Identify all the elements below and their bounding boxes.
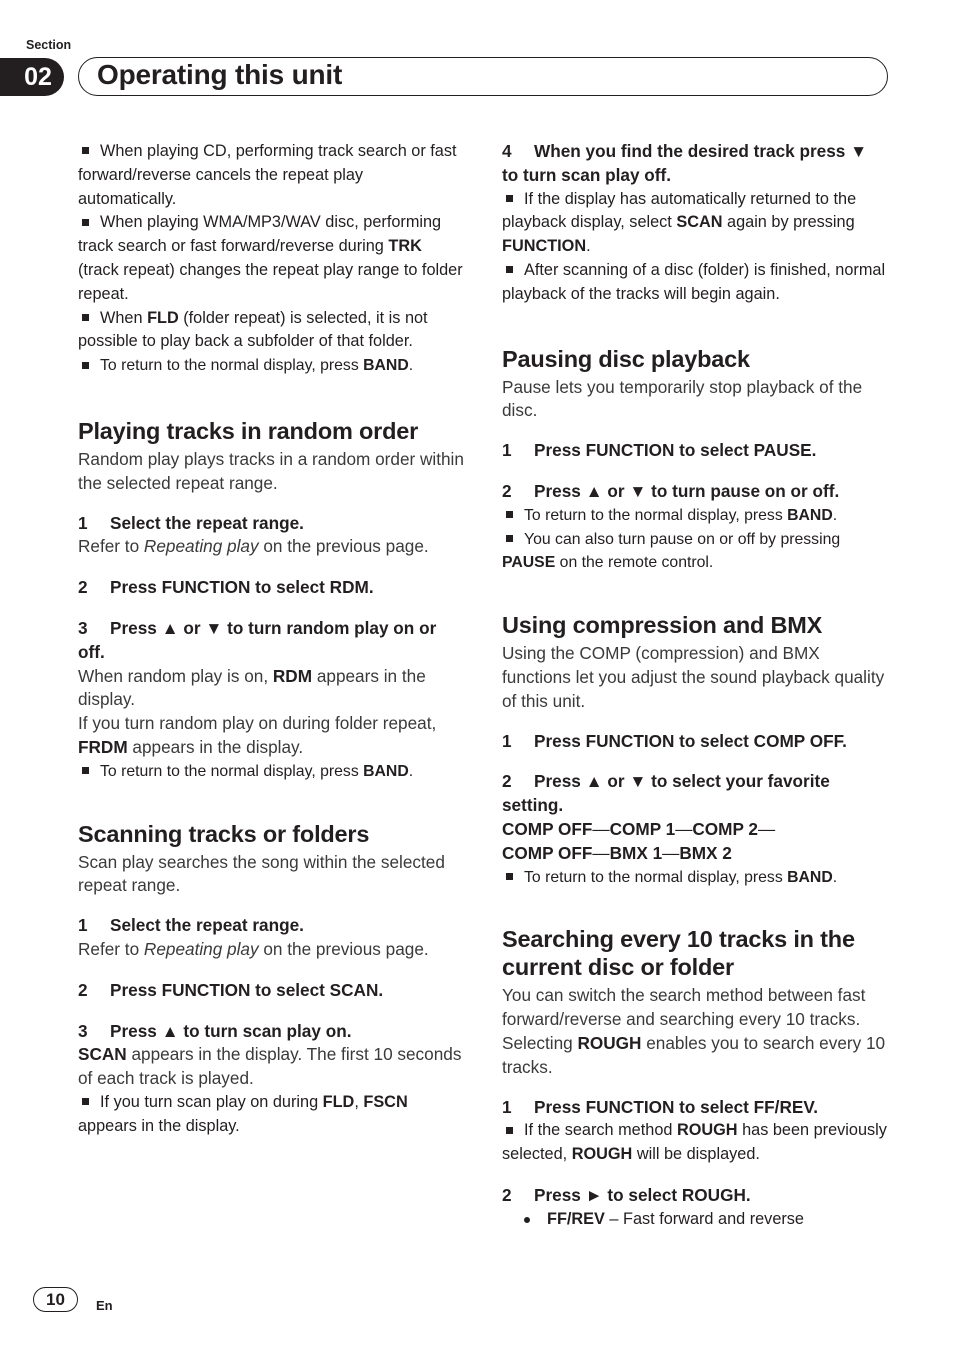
scan-note: If you turn scan play on during FLD, FSCN appears in the display. [78, 1092, 408, 1135]
square-bullet-icon [506, 535, 513, 542]
square-bullet-icon [82, 147, 89, 154]
note-return-display: To return to the normal display, press BAND. [78, 354, 464, 378]
heading-comp: Using compression and BMX [502, 612, 823, 639]
note-fld-subfolder: When FLD (folder repeat) is selected, it is not possible to play back a subfolder of that folder. [78, 308, 428, 351]
pause-note-2: You can also turn pause on or off by pressing PAUSE on the remote control. [502, 530, 841, 572]
scan-step-1: 1 Select the repeat range. [78, 915, 304, 936]
pause-note-1: To return to the normal display, press BAND. [502, 504, 888, 528]
page-title-box [78, 57, 888, 96]
search-bullet-ffrev: FF/REV – Fast forward and reverse [502, 1208, 888, 1232]
page-number: 10 [33, 1287, 78, 1312]
random-body-1: When random play is on, RDM appears in the display. [78, 665, 426, 710]
square-bullet-icon [82, 362, 89, 369]
scan-note-finished: After scanning of a disc (folder) is finished, normal playback of the tracks will begin again. [502, 260, 886, 303]
comp-intro: Using the COMP (compression) and BMX functions let you adjust the sound playback quality of this unit. [502, 643, 885, 711]
heading-pause: Pausing disc playback [502, 345, 750, 372]
language-code: En [96, 1298, 113, 1313]
heading-search: Searching every 10 tracks in the current disc or folder [502, 926, 855, 981]
random-step-3: 3 Press ▲ or ▼ to turn random play on or off. [78, 617, 437, 662]
random-body-2: If you turn random play on during folder repeat, FRDM appears in the display. [78, 713, 437, 757]
comp-note: To return to the normal display, press BAND. [502, 866, 888, 890]
scan-step-3: 3 Press ▲ to turn scan play on. [78, 1020, 352, 1041]
search-note: If the search method ROUGH has been previously selected, ROUGH will be displayed. [502, 1121, 887, 1164]
random-intro: Random play plays tracks in a random order within the selected repeat range. [78, 448, 464, 493]
note-wma-repeat: When playing WMA/MP3/WAV disc, performing track search or fast forward/reverse during TRK (track repeat) changes the repeat play range to folder repeat. [78, 213, 463, 303]
scan-step-4: 4 When you find the desired track press ▼ to turn scan play off. [502, 141, 868, 185]
pause-step-1: 1 Press FUNCTION to select PAUSE. [502, 440, 817, 461]
scan-body: SCAN appears in the display. The first 10 seconds of each track is played. [78, 1044, 462, 1089]
comp-step-1: 1 Press FUNCTION to select COMP OFF. [502, 730, 847, 751]
square-bullet-icon [506, 266, 513, 273]
comp-sequence-2: COMP OFF—BMX 1—BMX 2 [502, 842, 732, 863]
square-bullet-icon [82, 219, 89, 226]
random-note: To return to the normal display, press BAND. [78, 760, 464, 784]
note-cd-repeat: When playing CD, performing track search or fast forward/reverse cancels the repeat play automatically. [78, 142, 457, 208]
page-title: Operating this unit [97, 59, 343, 90]
scan-step-2: 2 Press FUNCTION to select SCAN. [78, 979, 384, 1000]
comp-step-2: 2 Press ▲ or ▼ to select your favorite setting. [502, 771, 830, 816]
square-bullet-icon [506, 195, 513, 202]
square-bullet-icon [82, 1098, 89, 1105]
search-step-2: 2 Press ► to select ROUGH. [502, 1184, 751, 1205]
pause-intro: Pause lets you temporarily stop playback of the disc. [502, 376, 863, 421]
scan-intro: Scan play searches the song within the selected repeat range. [78, 851, 445, 896]
heading-scan: Scanning tracks or folders [78, 820, 370, 847]
pause-step-2: 2 Press ▲ or ▼ to turn pause on or off. [502, 480, 840, 501]
left-column [78, 140, 464, 1139]
scan-step-1-body: Refer to Repeating play on the previous page. [78, 938, 429, 959]
right-column [502, 140, 888, 1232]
square-bullet-icon [506, 511, 513, 518]
comp-sequence-1: COMP OFF—COMP 1—COMP 2— [502, 818, 776, 839]
square-bullet-icon [82, 767, 89, 774]
square-bullet-icon [506, 1127, 513, 1134]
scan-note-auto-return: If the display has automatically returned to the playback display, select SCAN again by pressing FUNCTION. [502, 189, 857, 256]
heading-random: Playing tracks in random order [78, 417, 419, 444]
section-label: Section [26, 38, 72, 52]
section-number-badge: 02 [0, 58, 64, 96]
random-step-1: 1 Select the repeat range. [78, 512, 304, 533]
random-step-1-body: Refer to Repeating play on the previous page. [78, 536, 429, 557]
square-bullet-icon [506, 873, 513, 880]
search-step-1: 1 Press FUNCTION to select FF/REV. [502, 1096, 818, 1117]
square-bullet-icon [82, 314, 89, 321]
random-step-2: 2 Press FUNCTION to select RDM. [78, 577, 374, 598]
search-intro: You can switch the search method between fast forward/reverse and searching every 10 tracks. Selecting ROUGH enables you to search every 10 tracks. [502, 985, 886, 1077]
